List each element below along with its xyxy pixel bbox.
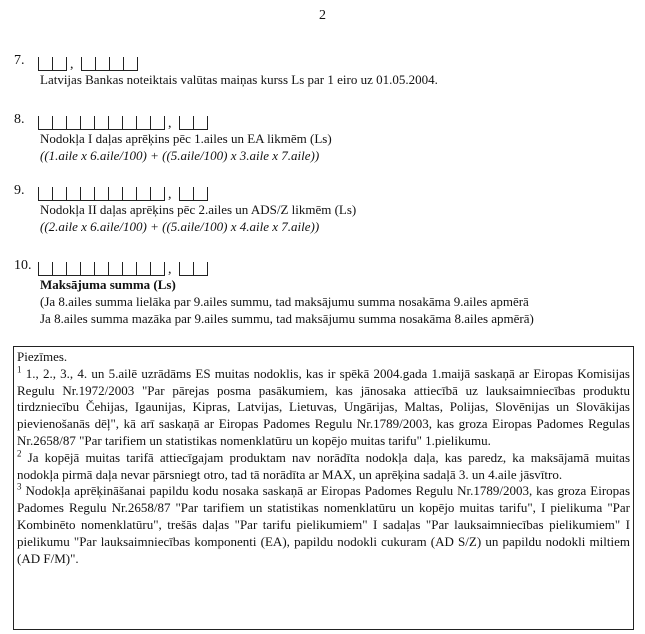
field-7-exchange-rate	[14, 53, 634, 93]
box-divider	[207, 116, 208, 130]
note-2-text: Ja kopējā muitas tarifā attiecīgajam produktam nav norādīta nodokļa daļa, kas paredz, ka maksājamā muitas nodokļa pirmā daļa nevar pārsniegt otro, tad tā norādīta ar MAX, un aprēķina sadaļā 3. un 4.aile jāsvītro.	[17, 449, 630, 482]
box-divider	[164, 187, 165, 201]
box-divider	[52, 187, 53, 201]
decimal-comma: ,	[168, 187, 172, 202]
field-number: 7.	[14, 53, 25, 68]
box-divider	[150, 116, 151, 130]
box-divider	[95, 57, 96, 71]
field-10-description	[40, 276, 534, 327]
box-divider	[193, 187, 194, 201]
note-1-marker: 1	[17, 364, 22, 375]
box-divider	[150, 187, 151, 201]
box-divider	[52, 116, 53, 130]
box-divider	[164, 262, 165, 276]
box-divider	[193, 116, 194, 130]
note-3	[17, 483, 630, 567]
box-divider	[207, 262, 208, 276]
box-divider	[52, 57, 53, 71]
box-divider	[164, 116, 165, 130]
box-divider	[108, 116, 109, 130]
box-divider	[108, 262, 109, 276]
box-divider	[94, 116, 95, 130]
box-divider	[136, 187, 137, 201]
field-10-line-2: (Ja 8.ailes summa lielāka par 9.ailes summu, tad maksājumu summa nosakāma 9.ailes apmērā	[40, 294, 529, 309]
box-divider	[150, 262, 151, 276]
box-divider	[80, 116, 81, 130]
box-divider	[179, 187, 180, 201]
box-divider	[80, 262, 81, 276]
box-divider	[38, 262, 39, 276]
decimal-comma: ,	[168, 262, 172, 277]
field-8-formula: ((1.aile x 6.aile/100) + ((5.aile/100) x 3.aile x 7.aile))	[40, 148, 320, 163]
note-2-marker: 2	[17, 448, 22, 459]
box-divider	[136, 262, 137, 276]
box-divider	[38, 187, 39, 201]
box-divider	[66, 116, 67, 130]
field-8-line-1: Nodokļa I daļas aprēķins pēc 1.ailes un EA likmēm (Ls)	[40, 131, 332, 146]
box-divider	[66, 187, 67, 201]
decimal-comma: ,	[70, 57, 74, 72]
box-divider	[108, 187, 109, 201]
note-1-text: 1., 2., 3., 4. un 5.ailē uzrādāms ES muitas nodoklis, kas ir spēkā 2004.gada 1.maijā saskaņā ar Eiropas Komisijas Regulu Nr.1972/2003 "Par pārejas posma pasākumiem, kas jānosaka attiecībā uz lauksaimniecības produktu tirdzniecību Čehijas, Igaunijas, Kipras, Latvijas, Lietuvas, Ungārijas, Maltas, Polijas, Slovēnijas un Slovākijas pievienošanās dēļ", kā arī saskaņā ar Eiropas Padomes Regulu Nr.1789/2003, kas groza Eiropas Padomes Regulas Nr.2658/87 "Par tarifiem un statistikas nomenklatūru un kopējo muitas tarifu" 1.pielikumu.	[17, 365, 630, 448]
field-9-part-two-calculation	[14, 183, 634, 239]
box-divider	[207, 187, 208, 201]
box-divider	[80, 187, 81, 201]
box-divider	[179, 262, 180, 276]
field-number: 9.	[14, 183, 25, 198]
box-divider	[179, 116, 180, 130]
box-divider	[81, 57, 82, 71]
entry-boxes-field-8[interactable]	[38, 112, 208, 132]
field-number: 10.	[14, 258, 32, 273]
field-7-description	[40, 71, 438, 88]
box-divider	[38, 57, 39, 71]
field-9-formula: ((2.aile x 6.aile/100) + ((5.aile/100) x 4.aile x 7.aile))	[40, 219, 320, 234]
box-divider	[38, 116, 39, 130]
note-3-text: Nodokļa aprēķināšanai papildu kodu nosaka saskaņā ar Eiropas Padomes Regulu Nr.1789/2003, kas groza Eiropas Padomes Regulu Nr.2658/87 "Par tarifiem un statistikas nomenklatūru un kopējo muitas tarifu", I pielikuma "Par Kombinēto nomenklatūru", trešās daļas "Par tarifu pielikumiem" I sadaļas "Par lauksaimniecības pielikumiem" I pielikumu "Par lauksaimniecības komponenti (EA), papildu nodokli cukuram (AD S/Z) un papildu nodokli miltiem (AD F/M)".	[17, 483, 630, 566]
box-divider	[94, 187, 95, 201]
field-9-description	[40, 201, 356, 235]
note-1	[17, 366, 630, 450]
box-divider	[66, 262, 67, 276]
notes-heading: Piezīmes.	[17, 349, 68, 364]
field-10-payment-amount	[14, 258, 634, 338]
box-divider	[137, 57, 138, 71]
note-3-marker: 3	[17, 482, 22, 493]
box-divider	[193, 262, 194, 276]
box-divider	[109, 57, 110, 71]
entry-boxes-field-10[interactable]	[38, 258, 208, 278]
decimal-comma: ,	[168, 116, 172, 131]
field-9-line-1: Nodokļa II daļas aprēķins pēc 2.ailes un ADS/Z likmēm (Ls)	[40, 202, 357, 217]
box-divider	[52, 262, 53, 276]
page-number: 2	[319, 8, 326, 23]
field-10-line-3: Ja 8.ailes summa mazāka par 9.ailes summu, tad maksājumu summa nosakāma 8.ailes apmērā)	[40, 311, 534, 326]
box-divider	[122, 116, 123, 130]
box-divider	[94, 262, 95, 276]
box-divider	[122, 187, 123, 201]
box-divider	[122, 262, 123, 276]
box-divider	[136, 116, 137, 130]
notes-box	[13, 346, 634, 630]
field-8-description	[40, 130, 332, 164]
field-10-title: Maksājuma summa (Ls)	[40, 277, 176, 292]
note-2	[17, 450, 630, 484]
box-divider	[66, 57, 67, 71]
field-7-line-1: Latvijas Bankas noteiktais valūtas maiņas kurss Ls par 1 eiro uz 01.05.2004.	[40, 72, 438, 87]
field-number: 8.	[14, 112, 25, 127]
field-8-part-one-calculation	[14, 112, 634, 168]
entry-boxes-field-7[interactable]	[38, 53, 138, 73]
entry-boxes-field-9[interactable]	[38, 183, 208, 203]
box-divider	[123, 57, 124, 71]
